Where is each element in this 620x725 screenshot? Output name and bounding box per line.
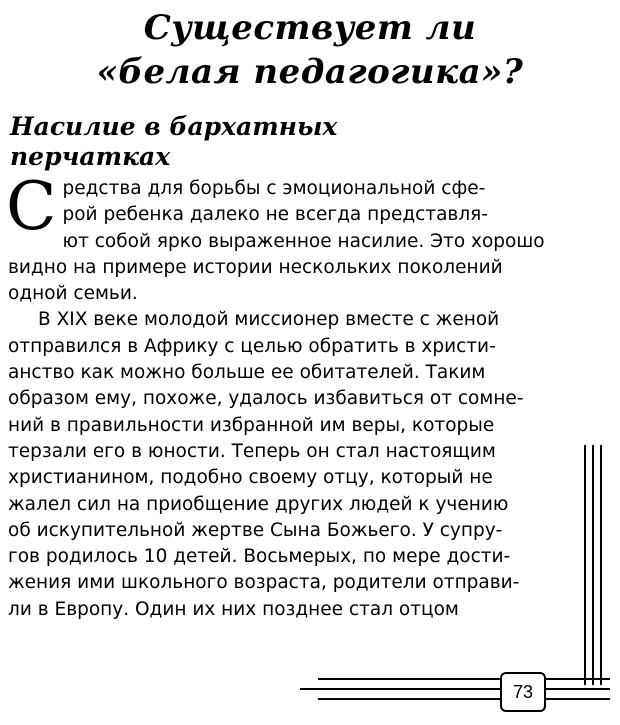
chapter-title-line-2: «белая педагогика»? (96, 52, 524, 92)
paragraph-2 (8, 307, 564, 623)
text-line: рой ребенка далеко не всегда представля- (62, 204, 488, 226)
body-text (6, 168, 564, 623)
footer-rule (546, 688, 610, 690)
chapter-title (0, 6, 620, 94)
text-line: гов родилось 10 детей. Восьмерых, по мере дости- (8, 546, 511, 568)
footer-rule (318, 678, 500, 680)
text-line: анство как можно больше ее обитателей. Таким (8, 362, 486, 384)
drop-cap: С (6, 168, 57, 245)
text-line: одной семьи. (8, 283, 138, 305)
text-line: христианином, подобно своему отцу, который не (8, 467, 493, 489)
chapter-title-line-1: Существует ли (143, 8, 477, 48)
text-line: ют собой ярко выраженное насилие. Это хорошо (62, 230, 545, 252)
footer-rule (318, 698, 500, 700)
text-line: жения ими школьного возраста, родители отправи- (8, 572, 520, 594)
section-title-line-2: перчатках (10, 142, 171, 171)
footer-rule (546, 698, 610, 700)
text-line: жалел сил на приобщение других людей к учению (8, 493, 509, 515)
section-title-line-1: Насилие в бархатных (10, 112, 338, 141)
text-line: ли в Европу. Один их них позднее стал отцом (8, 598, 459, 620)
footer-rule (546, 678, 610, 680)
text-line: терзали его в юности. Теперь он стал настоящим (8, 440, 496, 462)
side-rule (600, 445, 602, 685)
side-rule (584, 445, 586, 685)
text-line: ний в правильности избранной им веры, которые (8, 414, 495, 436)
section-title (10, 112, 570, 172)
text-line: образом ему, похоже, удалось избавиться от сомне- (8, 388, 524, 410)
text-line: редства для борьбы с эмоциональной сфе- (62, 178, 486, 199)
footer-rule (300, 688, 500, 690)
paragraph-1 (6, 168, 564, 307)
text-line: об искупительной жертве Сына Божьего. У супру- (8, 519, 503, 541)
text-line: В XIX веке молодой миссионер вместе с женой (38, 309, 500, 331)
page-number: 73 (500, 672, 546, 712)
text-line: отправился в Африку с целью обратить в христи- (8, 335, 496, 357)
text-line: видно на примере истории нескольких поколений (8, 256, 503, 278)
side-rule (592, 445, 594, 685)
